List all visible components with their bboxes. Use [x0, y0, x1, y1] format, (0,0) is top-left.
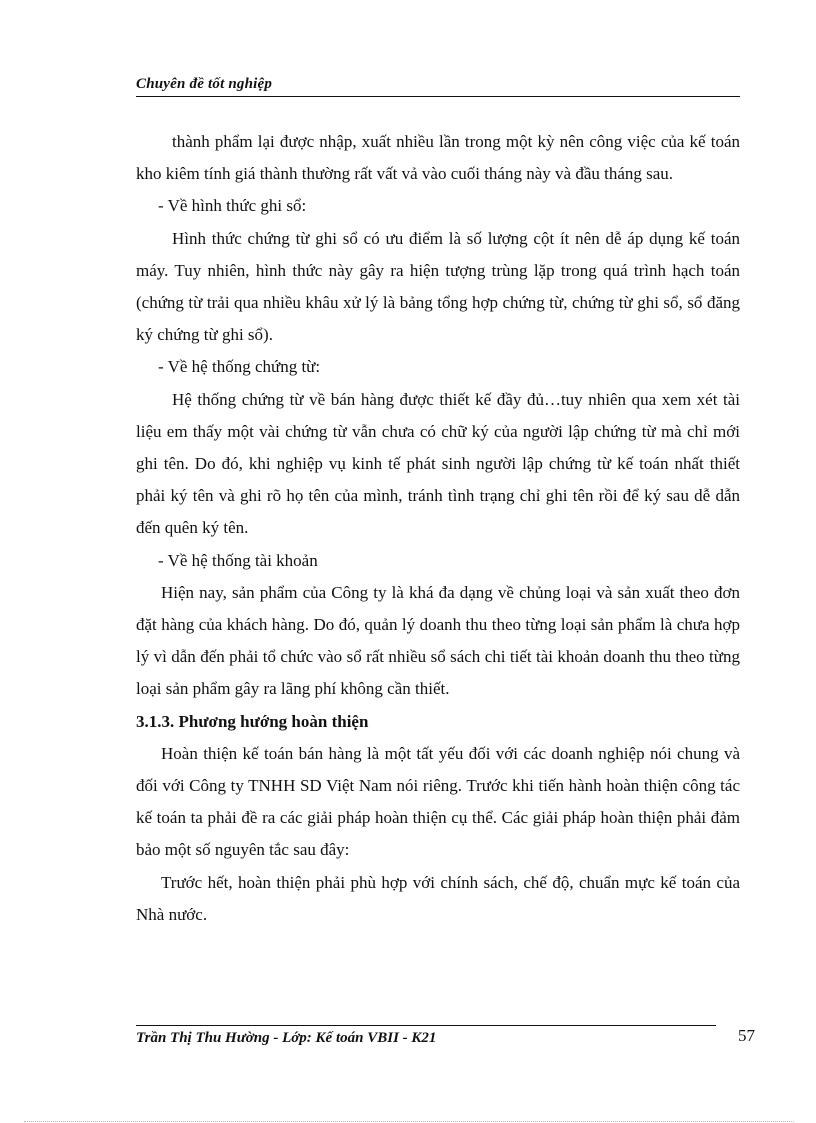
section-label-ghi-so: - Về hình thức ghi sổ: — [158, 196, 307, 216]
section-label-tai-khoan: - Về hệ thống tài khoản — [158, 550, 318, 570]
paragraph-hinh-thuc: Hình thức chứng từ ghi sổ có ưu điểm là số lượng cột ít nên dễ áp dụng kế toán máy. Tuy nhiên, hình thức này gây ra hiện tượng trùng lặp trong quá trình hạch toán (chứng từ trải qua nhiều khâu xử lý là bảng tổng hợp chứng từ, chứng từ ghi sổ, sổ đăng ký chứng từ ghi sổ). — [136, 228, 740, 345]
page-body — [136, 126, 740, 931]
page-edge-dotted-line — [24, 1121, 794, 1122]
page-header — [136, 76, 740, 98]
header-title: Chuyên đề tốt nghiệp — [136, 76, 273, 92]
paragraph-chung-tu: Hệ thống chứng từ về bán hàng được thiết kế đầy đủ…tuy nhiên qua xem xét tài liệu em thấy một vài chứng từ vẫn chưa có chữ ký của người lập chứng từ mà chỉ mới ghi tên. Do đó, khi nghiệp vụ kinh tế phát sinh người lập chứng từ kế toán nhất thiết phải ký tên và ghi rõ họ tên của mình, tránh tình trạng chỉ ghi tên rồi để ký sau dễ dẫn đến quên ký tên. — [136, 389, 740, 538]
paragraph-truoc-het: Trước hết, hoàn thiện phải phù hợp với chính sách, chế độ, chuẩn mực kế toán của Nhà nước. — [136, 872, 740, 924]
paragraph-hoan-thien: Hoàn thiện kế toán bán hàng là một tất yếu đối với các doanh nghiệp nói chung và đối với Công ty TNHH SD Việt Nam nói riêng. Trước khi tiến hành hoàn thiện công tác kế toán ta phải đề ra các giải pháp hoàn thiện cụ thể. Các giải pháp hoàn thiện phải đảm bảo một số nguyên tắc sau đây: — [136, 743, 740, 860]
footer-rule — [136, 1025, 716, 1026]
paragraph-continuation: thành phẩm lại được nhập, xuất nhiều lần trong một kỳ nên công việc của kế toán kho kiêm tính giá thành thường rất vất vả vào cuối tháng này và đầu tháng sau. — [136, 132, 740, 184]
page-number: 57 — [738, 1026, 755, 1045]
section-heading: 3.1.3. Phương hướng hoàn thiện — [136, 711, 369, 731]
footer-author: Trần Thị Thu Hường - Lớp: Kế toán VBII - K21 — [136, 1030, 437, 1046]
section-label-chung-tu: - Về hệ thống chứng từ: — [158, 357, 321, 377]
header-rule — [136, 96, 740, 97]
paragraph-tai-khoan: Hiện nay, sản phẩm của Công ty là khá đa dạng về chủng loại và sản xuất theo đơn đặt hàng của khách hàng. Do đó, quản lý doanh thu theo từng loại sản phẩm là chưa hợp lý vì dẫn đến phải tổ chức vào sổ rất nhiều sổ sách chi tiết tài khoản doanh thu theo từng loại sản phẩm gây ra lãng phí không cần thiết. — [136, 582, 740, 699]
